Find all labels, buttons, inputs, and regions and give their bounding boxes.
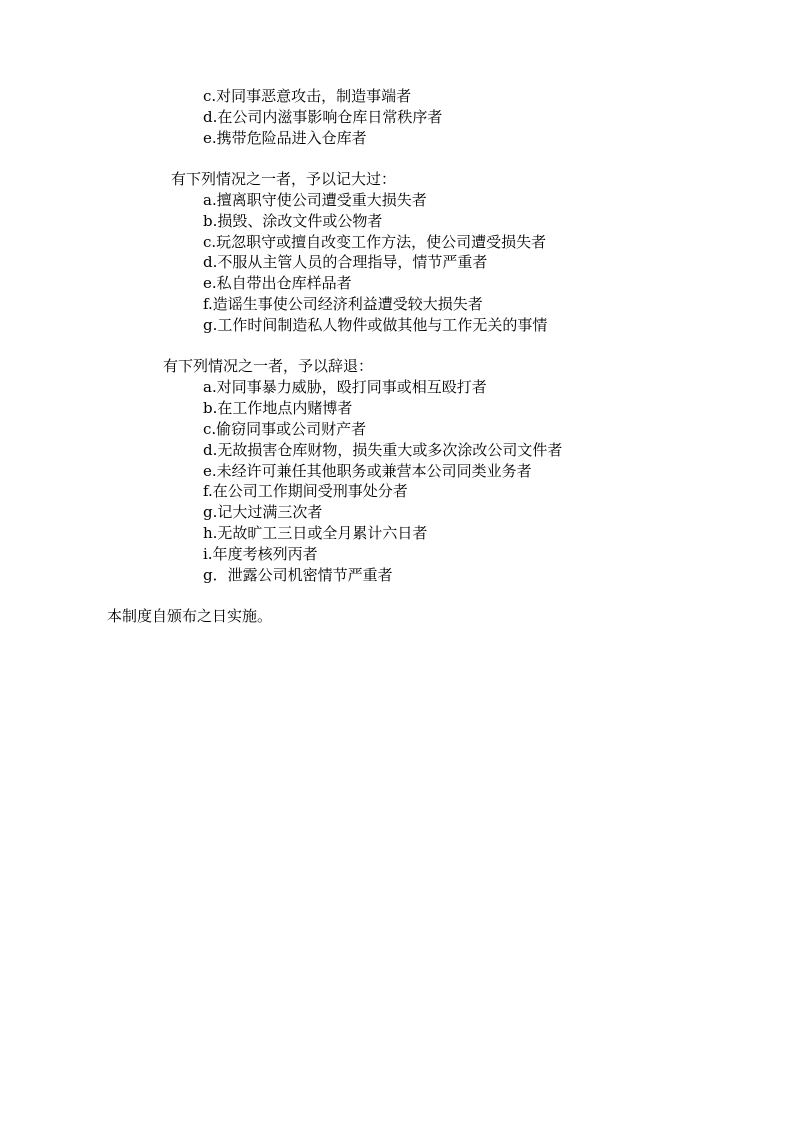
- list-item: g．泄露公司机密情节严重者: [203, 566, 393, 584]
- list-item: d.无故损害仓库财物，损失重大或多次涂改公司文件者: [203, 441, 563, 459]
- section-heading-major-demerit: 有下列情况之一者，予以记大过：: [171, 170, 397, 188]
- list-item: h.无故旷工三日或全月累计六日者: [203, 524, 428, 542]
- section-heading-dismissal: 有下列情况之一者，予以辞退：: [163, 357, 374, 375]
- list-item: c.玩忽职守或擅自改变工作方法，使公司遭受损失者: [203, 233, 547, 251]
- list-item: g.记大过满三次者: [203, 503, 323, 521]
- list-item: e.携带危险品进入仓库者: [203, 129, 367, 147]
- list-item: g.工作时间制造私人物件或做其他与工作无关的事情: [203, 316, 548, 334]
- list-item: e.未经许可兼任其他职务或兼营本公司同类业务者: [203, 462, 532, 480]
- list-item: d.不服从主管人员的合理指导，情节严重者: [203, 253, 488, 271]
- list-item: a.对同事暴力威胁，殴打同事或相互殴打者: [203, 378, 487, 396]
- closing-statement: 本制度自颁布之日实施。: [107, 607, 273, 625]
- list-item: f.造谣生事使公司经济利益遭受较大损失者: [203, 295, 483, 313]
- list-item: c.偷窃同事或公司财产者: [203, 420, 367, 438]
- list-item: a.擅离职守使公司遭受重大损失者: [203, 191, 427, 209]
- list-item: i.年度考核列丙者: [203, 545, 318, 563]
- list-item: b.在工作地点内赌博者: [203, 399, 353, 417]
- list-item: b.损毁、涂改文件或公物者: [203, 212, 383, 230]
- list-item: e.私自带出仓库样品者: [203, 274, 352, 292]
- list-item: c.对同事恶意攻击，制造事端者: [203, 87, 412, 105]
- list-item: f.在公司工作期间受刑事处分者: [203, 482, 408, 500]
- list-item: d.在公司内滋事影响仓库日常秩序者: [203, 108, 443, 126]
